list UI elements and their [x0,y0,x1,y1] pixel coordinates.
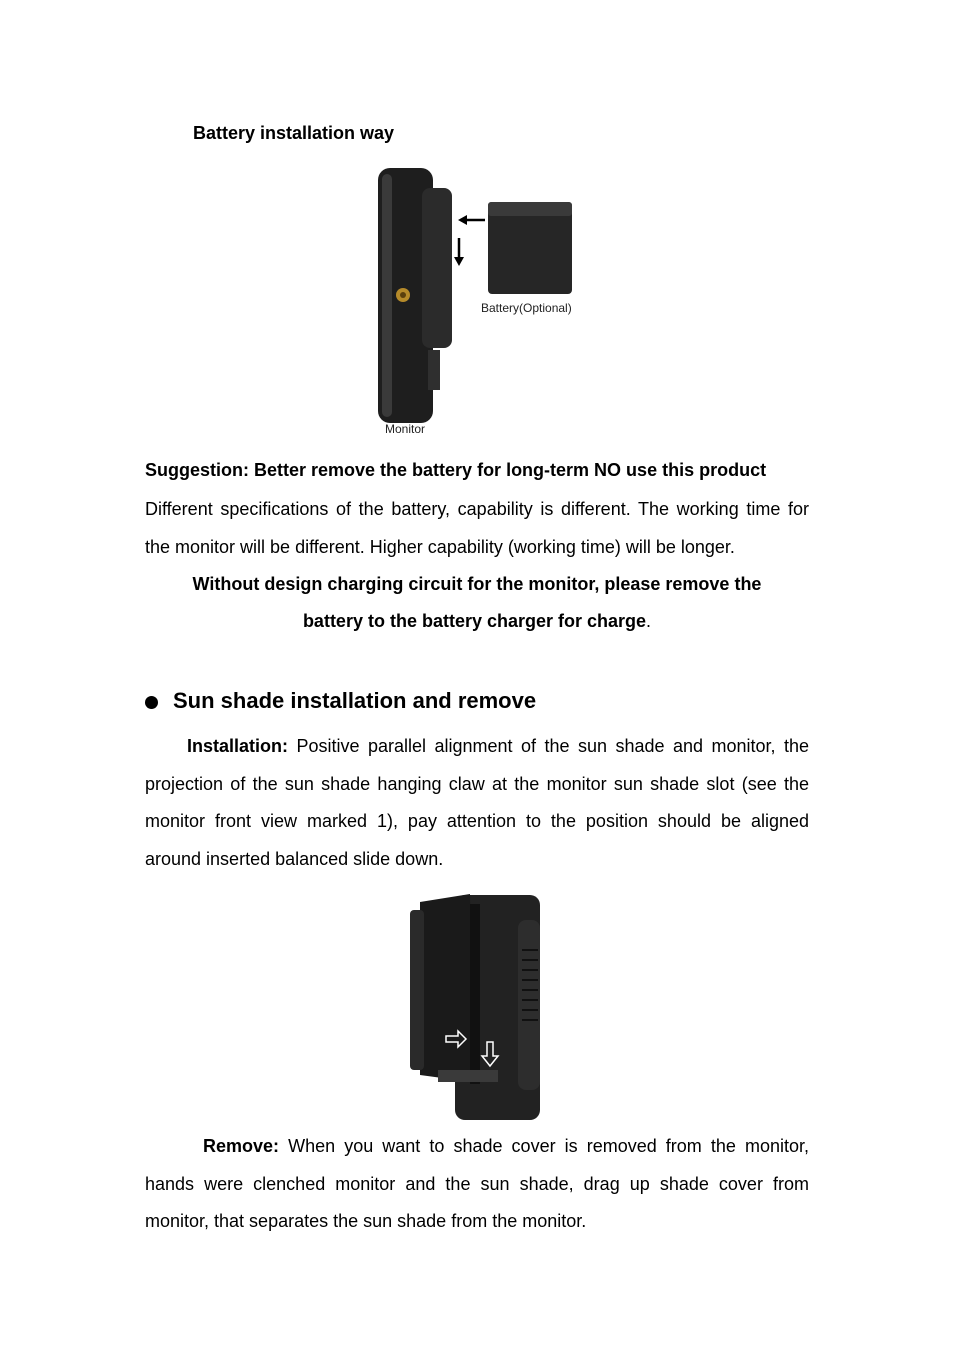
installation-paragraph: Installation: Positive parallel alignment of the sun shade and monitor, the projection of the sun shade hanging claw at the monitor sun shade slot (see the monitor front view marked 1), pay attention to the position should be aligned around inserted balanced slide down. [145,736,809,869]
sunshade-installation-figure [400,890,550,1125]
arrow-left-icon [458,215,467,225]
sunshade-section-heading: Sun shade installation and remove [145,688,536,714]
battery-installation-figure [370,160,590,440]
sun-shade [420,894,472,1082]
battery-figure-label: Battery(Optional) [481,301,572,315]
charging-notice-line2: battery to the battery charger for charge. [302,611,652,631]
bullet-icon [145,696,158,709]
suggestion-text: Suggestion: Better remove the battery for long-term NO use this product [145,460,767,480]
arrow-down-icon [454,257,464,266]
monitor-battery-slot [422,188,452,348]
battery-section-heading: Battery installation way [193,123,395,143]
remove-paragraph: Remove: When you want to shade cover is removed from the monitor, hands were clenched monitor and the sun shade, drag up shade cover from monitor, that separates the sun shade from the monitor. [145,1136,809,1231]
charging-notice-line1: Without design charging circuit for the monitor, please remove the [192,574,762,594]
battery-spec-paragraph: Different specifications of the battery, capability is different. The working time for the monitor will be different. Higher capability (working time) will be longer. [145,499,809,557]
monitor-figure-label: Monitor [385,422,426,436]
